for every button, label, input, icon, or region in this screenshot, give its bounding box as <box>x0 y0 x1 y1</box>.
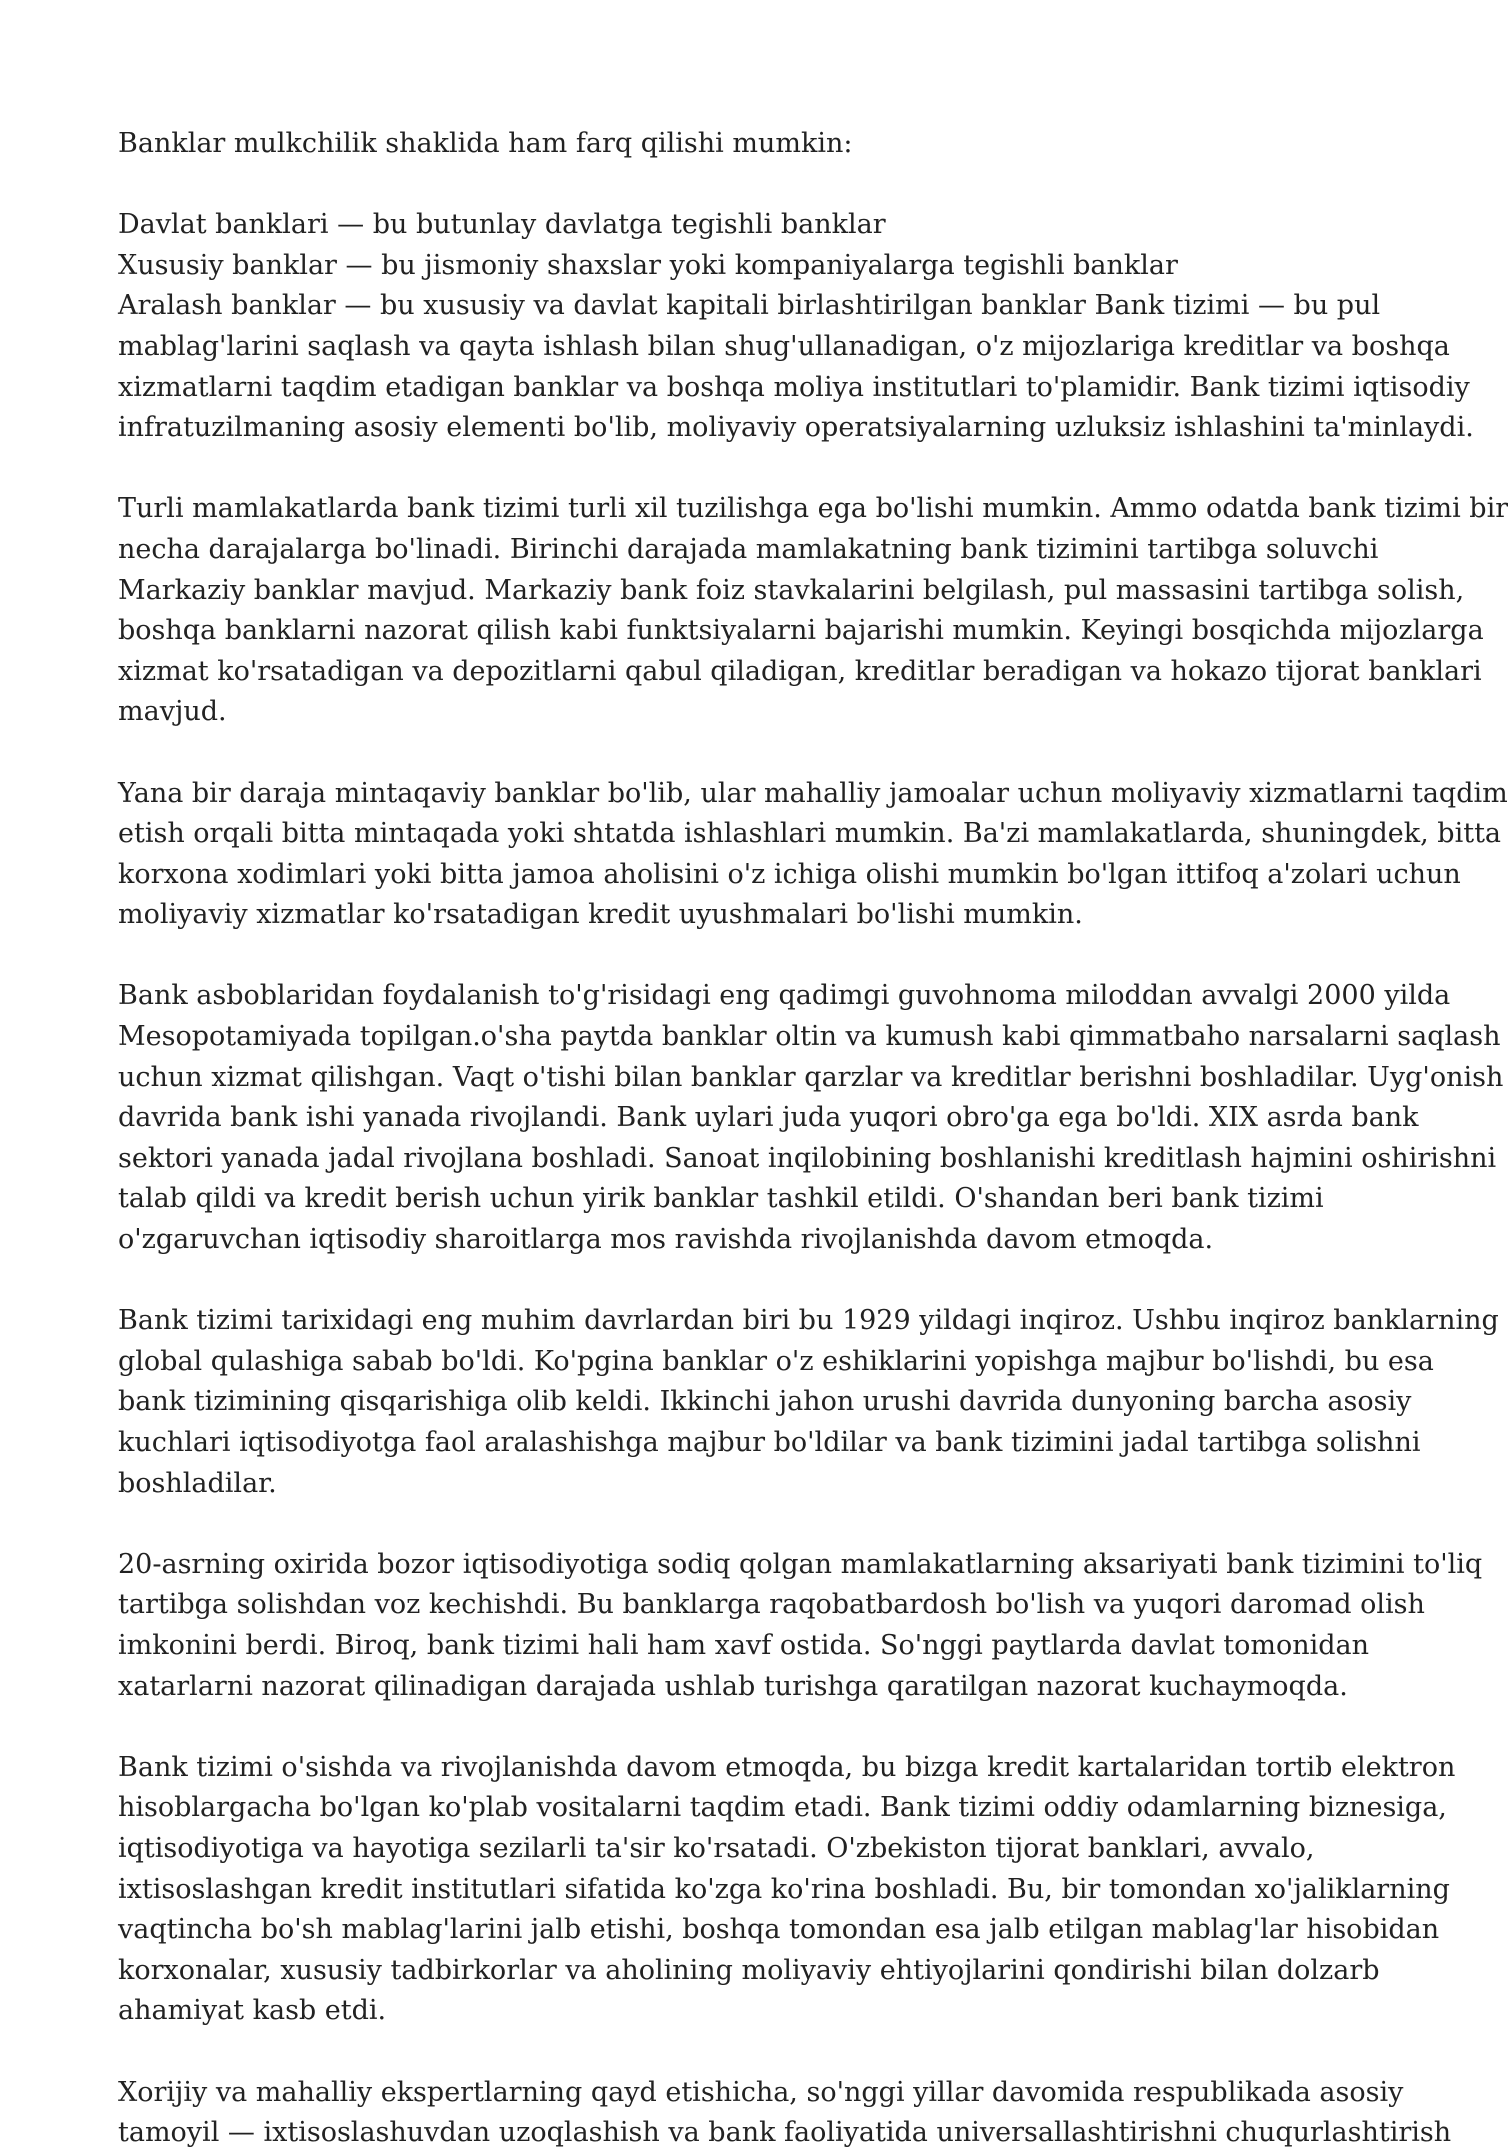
text-line: Bank tizimi o'sishda va rivojlanishda davom etmoqda, bu bizga kredit kartalaridan tortib elektron <box>118 1751 1456 1783</box>
text-line: tamoyil — ixtisoslashuvdan uzoqlashish va bank faoliyatida universallashtirishni chuqurlashtirish <box>118 2117 1452 2149</box>
text-line: boshqa banklarni nazorat qilish kabi funktsiyalarni bajarishi mumkin. Keyingi bosqichda mijozlarga <box>118 615 1484 647</box>
text-line: korxonalar, xususiy tadbirkorlar va aholining moliyaviy ehtiyojlarini qondirishi bilan dolzarb <box>118 1954 1380 1986</box>
text-line: korxona xodimlari yoki bitta jamoa aholisini o'z ichiga olishi mumkin bo'lgan ittifoq a'zolari uchun <box>118 858 1461 890</box>
paragraph-gap <box>118 936 1500 977</box>
text-line: xizmatlarni taqdim etadigan banklar va boshqa moliya institutlari to'plamidir. Bank tizimi iqtisodiy <box>118 371 1470 403</box>
paragraph-gap <box>118 1707 1500 1748</box>
text-line: etish orqali bitta mintaqada yoki shtatda ishlashlari mumkin. Ba'zi mamlakatlarda, shuningdek, bitta <box>118 818 1502 850</box>
paragraph-gap <box>118 1504 1500 1545</box>
text-line: Turli mamlakatlarda bank tizimi turli xil tuzilishga ega bo'lishi mumkin. Ammo odatda bank tizimi bir <box>118 493 1508 525</box>
paragraph-gap <box>118 165 1500 206</box>
paragraph <box>118 774 1508 936</box>
text-line: mavjud. <box>118 696 227 728</box>
text-line: Bank asboblaridan foydalanish to'g'risidagi eng qadimgi guvohnoma miloddan avvalgi 2000 yilda <box>118 980 1451 1012</box>
list-item: Davlat banklari — bu butunlay davlatga tegishli banklar <box>118 209 886 241</box>
text-line: davrida bank ishi yanada rivojlandi. Bank uylari juda yuqori obro'ga ega bo'ldi. XIX asrda bank <box>118 1102 1419 1134</box>
text-line: kuchlari iqtisodiyotga faol aralashishga majbur bo'ldilar va bank tizimini jadal tartibga solishni <box>118 1427 1421 1458</box>
paragraph-gap <box>118 2032 1500 2073</box>
paragraph <box>118 1748 1500 2032</box>
document-page <box>118 124 1508 2149</box>
text-line: vaqtincha bo'sh mablag'larini jalb etishi, boshqa tomondan esa jalb etilgan mablag'lar hisobidan <box>118 1914 1440 1946</box>
text-line: talab qildi va kredit berish uchun yirik banklar tashkil etildi. O'shandan beri bank tizimi <box>118 1183 1324 1215</box>
text-line: tartibga solishdan voz kechishdi. Bu banklarga raqobatbardosh bo'lish va yuqori daromad olish <box>118 1589 1425 1621</box>
paragraph <box>118 327 1500 449</box>
text-line: xatarlarni nazorat qilinadigan darajada ushlab turishga qaratilgan nazorat kuchaymoqda. <box>118 1670 1348 1702</box>
text-line: iqtisodiyotiga va hayotiga sezilarli ta'sir ko'rsatadi. O'zbekiston tijorat banklari, avvalo, <box>118 1832 1315 1864</box>
text-line: necha darajalarga bo'linadi. Birinchi darajada mamlakatning bank tizimini tartibga soluvchi <box>118 533 1379 565</box>
paragraph <box>118 489 1508 733</box>
text-line: ahamiyat kasb etdi. <box>118 1995 387 2027</box>
paragraph <box>118 976 1504 1260</box>
ownership-list <box>118 205 1500 327</box>
paragraph-gap <box>118 1261 1500 1302</box>
text-line: hisoblargacha bo'lgan ko'plab vositalarni taqdim etadi. Bank tizimi oddiy odamlarning biznesiga, <box>118 1792 1447 1824</box>
text-line: global qulashiga sabab bo'ldi. Ko'pgina banklar o'z eshiklarini yopishga majbur bo'lishdi, bu esa <box>118 1345 1434 1377</box>
text-line: Xorijiy va mahalliy ekspertlarning qayd etishicha, so'nggi yillar davomida respublikada asosiy <box>118 2076 1404 2108</box>
text-line: Bank tizimi tarixidagi eng muhim davrlardan biri bu 1929 yildagi inqiroz. Ushbu inqiroz banklarning <box>118 1305 1499 1337</box>
text-line: o'zgaruvchan iqtisodiy sharoitlarga mos ravishda rivojlanishda davom etmoqda. <box>118 1224 1214 1256</box>
list-item: Aralash banklar — bu xususiy va davlat kapitali birlashtirilgan banklar Bank tizimi — bu pul <box>118 290 1381 322</box>
list-item: Xususiy banklar — bu jismoniy shaxslar yoki kompaniyalarga tegishli banklar <box>118 249 1178 281</box>
text-line: bank tizimining qisqarishiga olib keldi. Ikkinchi jahon urushi davrida dunyoning barcha asosiy <box>118 1386 1412 1418</box>
paragraph <box>118 1545 1500 1707</box>
text-line: Yana bir daraja mintaqaviy banklar bo'lib, ular mahalliy jamoalar uchun moliyaviy xizmatlarni taqdim <box>118 777 1508 809</box>
text-line: moliyaviy xizmatlar ko'rsatadigan kredit uyushmalari bo'lishi mumkin. <box>118 899 1083 931</box>
paragraph <box>118 2073 1500 2154</box>
text-line: mablag'larini saqlash va qayta ishlash bilan shug'ullanadigan, o'z mijozlariga kreditlar va boshqa <box>118 330 1450 362</box>
paragraph-gap <box>118 733 1500 774</box>
text-line: xizmat ko'rsatadigan va depozitlarni qabul qiladigan, kreditlar beradigan va hokazo tijorat banklari <box>118 655 1482 687</box>
text-line: Markaziy banklar mavjud. Markaziy bank foiz stavkalarini belgilash, pul massasini tartibga solish, <box>118 574 1465 606</box>
text-line: 20-asrning oxirida bozor iqtisodiyotiga sodiq qolgan mamlakatlarning aksariyati bank tizimini to'liq <box>118 1548 1483 1580</box>
text-line: ixtisoslashgan kredit institutlari sifatida ko'zga ko'rina boshladi. Bu, bir tomondan xo'jaliklarning <box>118 1873 1450 1905</box>
paragraph-gap <box>118 449 1500 490</box>
text-line: uchun xizmat qilishgan. Vaqt o'tishi bilan banklar qarzlar va kreditlar berishni boshladilar. Uyg'onish <box>118 1061 1504 1093</box>
text-line: sektori yanada jadal rivojlana boshladi. Sanoat inqilobining boshlanishi kreditlash hajmini oshirishni <box>118 1142 1497 1174</box>
text-line: infratuzilmaning asosiy elementi bo'lib, moliyaviy operatsiyalarning uzluksiz ishlashini ta'minlaydi. <box>118 412 1474 444</box>
paragraph <box>118 1301 1500 1504</box>
text-line: imkonini berdi. Biroq, bank tizimi hali ham xavf ostida. So'nggi paytlarda davlat tomonidan <box>118 1629 1370 1661</box>
text-line: Mesopotamiyada topilgan.o'sha paytda banklar oltin va kumush kabi qimmatbaho narsalarni saqlash <box>118 1021 1501 1053</box>
intro-text: Banklar mulkchilik shaklida ham farq qilishi mumkin: <box>118 128 853 159</box>
text-line: boshladilar. <box>118 1467 277 1499</box>
